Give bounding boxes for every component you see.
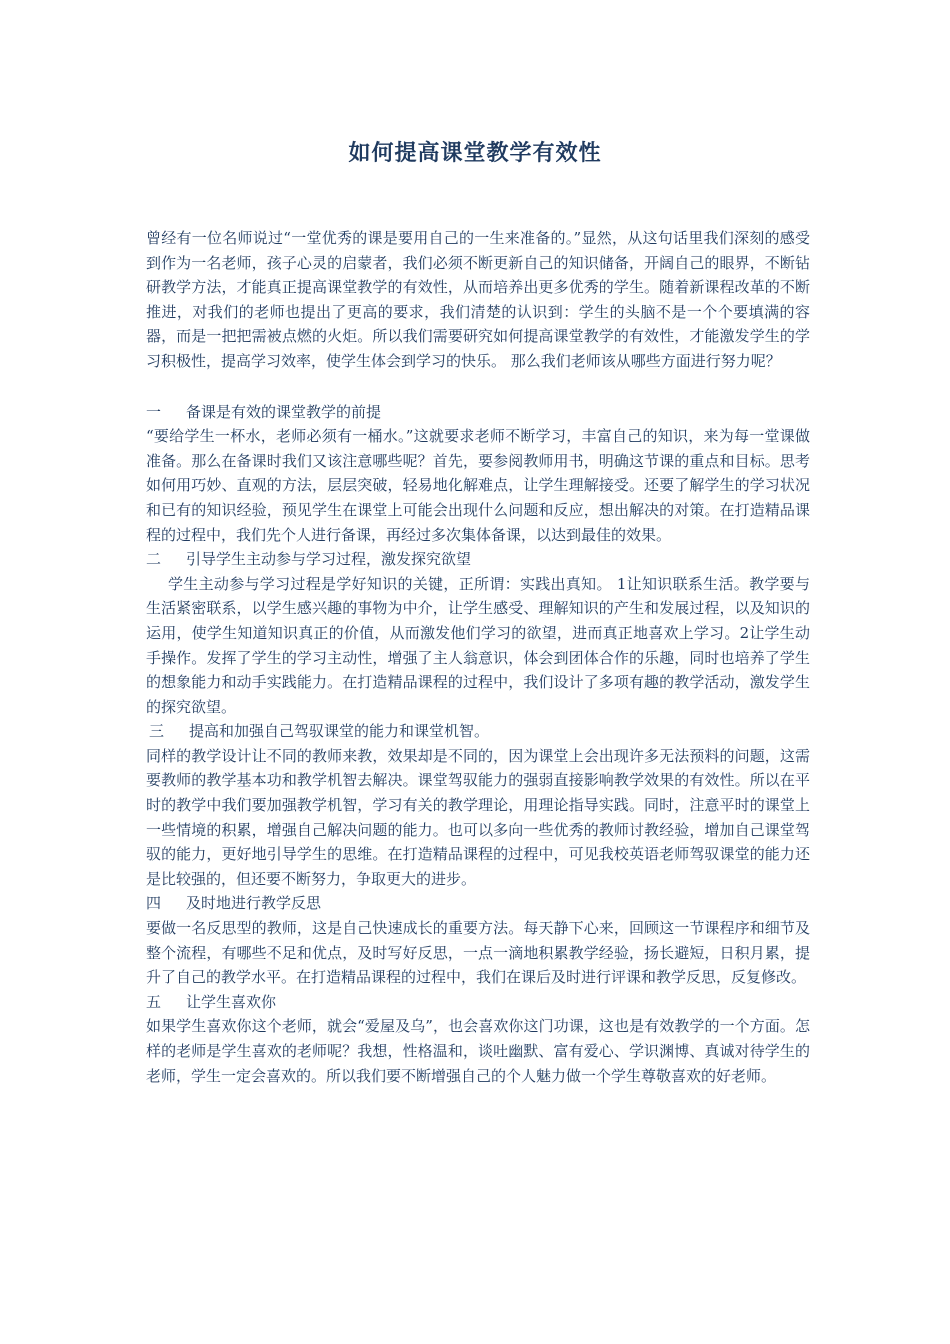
section-heading-2 [146,547,810,572]
section-number: 四 [146,894,162,913]
section-body-4: 要做一名反思型的教师，这是自己快速成长的重要方法。每天静下心来，回顾这一节课程序和细节及整个流程，有哪些不足和优点，及时写好反思，一点一滴地积累教学经验，扬长避短，日积月累，提升了自己的教学水平。在打造精品课程的过程中，我们在课后及时进行评课和教学反思，反复修改。 [146,919,810,987]
intro-paragraph: 曾经有一位名师说过“一堂优秀的课是要用自己的一生来准备的。”显然，从这句话里我们深刻的感受到作为一名老师，孩子心灵的启蒙者，我们必须不断更新自己的知识储备，开阔自己的眼界，不断钻研教学方法，才能真正提高课堂教学的有效性，从而培养出更多优秀的学生。随着新课程改革的不断推进，对我们的老师也提出了更高的要求，我们清楚的认识到：学生的头脑不是一个个要填满的容器，而是一把把需被点燃的火炬。所以我们需要研究如何提高课堂教学的有效性，才能激发学生的学习积极性，提高学习效率，使学生体会到学习的快乐。 那么我们老师该从哪些方面进行努力呢？ [146,229,810,370]
section-heading-text: 及时地进行教学反思 [186,894,322,913]
section-heading-text: 引导学生主动参与学习过程，激发探究欲望 [186,550,472,569]
section-number: 二 [146,550,162,569]
section-heading-1 [146,400,810,425]
section-body-3: 同样的教学设计让不同的教师来教，效果却是不同的，因为课堂上会出现许多无法预料的问题，这需要教师的教学基本功和教学机智去解决。课堂驾驭能力的强弱直接影响教学效果的有效性。所以在平时的教学中我们要加强教学机智，学习有关的教学理论，用理论指导实践。同时，注意平时的课堂上一些情境的积累，增强自己解决问题的能力。也可以多向一些优秀的教师讨教经验，增加自己课堂驾驭的能力，更好地引导学生的思维。在打造精品课程的过程中，可见我校英语老师驾驭课堂的能力还是比较强的，但还要不断努力，争取更大的进步。 [146,746,810,888]
section-body-1: “要给学生一杯水，老师必须有一桶水。”这就要求老师不断学习，丰富自己的知识，来为每一堂课做准备。那么在备课时我们又该注意哪些呢？首先，要参阅教师用书，明确这节课的重点和目标。思考如何用巧妙、直观的方法，层层突破，轻易地化解难点，让学生理解接受。还要了解学生的学习状况和已有的知识经验，预见学生在课堂上可能会出现什么问题和反应，想出解决的对策。在打造精品课程的过程中，我们先个人进行备课，再经过多次集体备课，以达到最佳的效果。 [146,427,810,544]
document-body [146,226,810,1088]
section-number: 一 [146,402,162,421]
section-number: 三 [149,722,165,741]
section-heading-text: 让学生喜欢你 [186,992,277,1011]
section-heading-3 [146,719,810,744]
section-heading-5 [146,990,810,1015]
section-heading-text: 备课是有效的课堂教学的前提 [186,402,382,421]
section-heading-4 [146,891,810,916]
section-body-5: 如果学生喜欢你这个老师，就会“爱屋及乌”，也会喜欢你这门功课，这也是有效教学的一个方面。怎样的老师是学生喜欢的老师呢？我想，性格温和，谈吐幽默、富有爱心、学识渊博、真诚对待学生的老师，学生一定会喜欢的。所以我们要不断增强自己的个人魅力做一个学生尊敬喜欢的好老师。 [146,1017,810,1085]
spacer [146,374,810,400]
section-heading-text: 提高和加强自己驾驭课堂的能力和课堂机智。 [189,722,490,741]
section-body-2: 学生主动参与学习过程是学好知识的关键，正所谓：实践出真知。 1让知识联系生活。教学要与生活紧密联系，以学生感兴趣的事物为中介，让学生感受、理解知识的产生和发展过程，以及知识的运用，使学生知道知识真正的价值，从而激发他们学习的欲望，进而真正地喜欢上学习。2让学生动手操作。发挥了学生的学习主动性，增强了主人翁意识，体会到团体合作的乐趣，同时也培养了学生的想象能力和动手实践能力。在打造精品课程的过程中，我们设计了多项有趣的教学活动，激发学生的探究欲望。 [146,574,810,716]
section-number: 五 [146,992,162,1011]
document-title: 如何提高课堂教学有效性 [348,140,602,166]
